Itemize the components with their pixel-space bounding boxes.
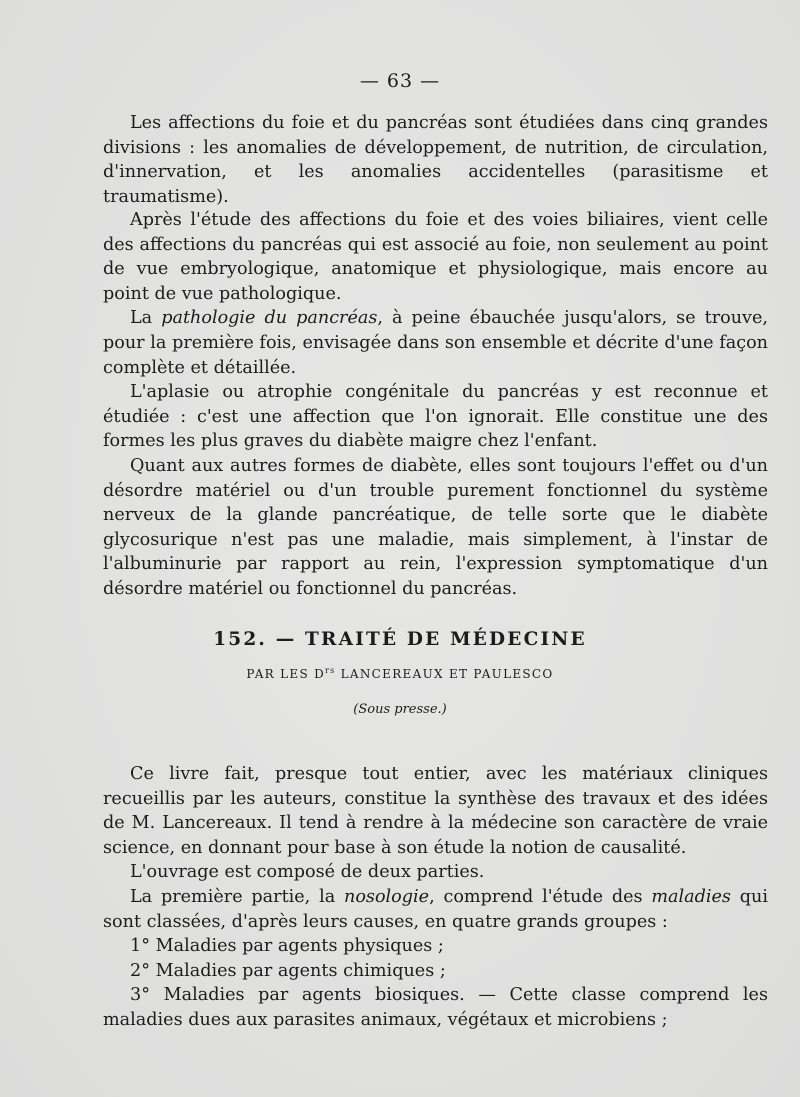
page-number: — 63 —: [359, 70, 441, 92]
list-item: 1° Maladies par agents physiques ;: [130, 936, 444, 957]
paragraph: Les affections du foie et du pancréas sont étudiées dans cinq grandes divisions : les anomalies de développement, de nutrition, de circulation, d'innervation, et les anomalies accidentelles (parasitisme et traumatisme).: [103, 113, 768, 207]
intro-section: [103, 111, 768, 209]
treatise-section: [103, 762, 768, 1033]
paragraph: Après l'étude des affections du foie et des voies biliaires, vient celle des affections du pancréas qui est associé au foie, non seulement au point de vue embryologique, anatomique et physiologique, mais encore au point de vue pathologique.: [103, 210, 768, 304]
paragraph: La première partie, la nosologie, comprend l'étude des maladies qui sont classées, d'après leurs causes, en quatre grands groupes :: [103, 886, 768, 932]
paragraph: L'ouvrage est composé de deux parties.: [130, 862, 485, 883]
section-title: 152. — TRAITÉ DE MÉDECINE: [213, 629, 587, 650]
list-item: 2° Maladies par agents chimiques ;: [130, 960, 446, 981]
pancreas-section: [103, 208, 768, 602]
list-item: 3° Maladies par agents biosiques. — Cette classe comprend les maladies dues aux parasites animaux, végétaux et microbiens ;: [103, 985, 768, 1030]
paragraph: Ce livre fait, presque tout entier, avec les matériaux cliniques recueillis par les auteurs, constitue la synthèse des travaux et des idées de M. Lancereaux. Il tend à rendre à la médecine son caractère de vraie science, en donnant pour base à son étude la notion de causalité.: [103, 764, 768, 858]
paragraph: Quant aux autres formes de diabète, elles sont toujours l'effet ou d'un désordre matériel ou d'un trouble purement fonctionnel du système nerveux de la glande pancréatique, de telle sorte que le diabète glycosurique n'est pas une maladie, mais simplement, à l'instar de l'albuminurie par rapport au rein, l'expression symptomatique d'un désordre matériel ou fonctionnel du pancréas.: [103, 455, 768, 599]
section-authors: PAR LES $D^{rs}$ LANCEREAUX ET PAULESCO: [246, 666, 554, 681]
publication-note: (Sous presse.): [353, 702, 447, 717]
paragraph: La pathologie du pancréas, à peine ébauchée jusqu'alors, se trouve, pour la première fois, envisagée dans son ensemble et décrite d'une façon complète et détaillée.: [103, 308, 768, 378]
paragraph: L'aplasie ou atrophie congénitale du pancréas y est reconnue et étudiée : c'est une affection que l'on ignorait. Elle constitue une des formes les plus graves du diabète maigre chez l'enfant.: [103, 382, 768, 452]
